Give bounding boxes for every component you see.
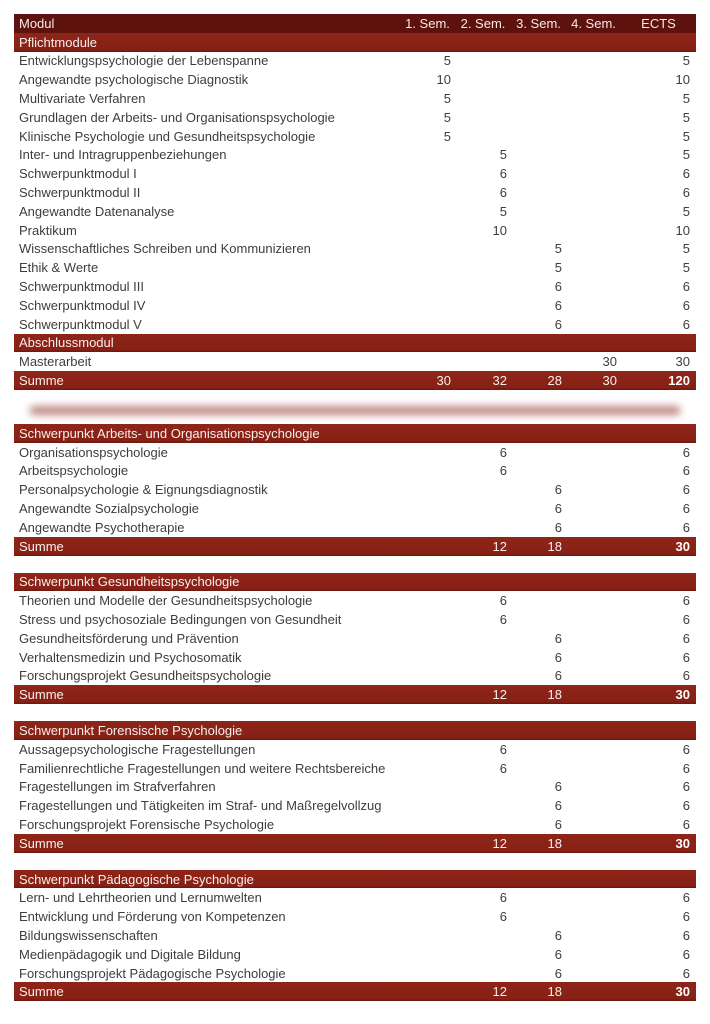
summary-value: 30 — [675, 984, 690, 1000]
module-row — [14, 815, 696, 834]
module-value: 5 — [554, 241, 562, 257]
module-row — [14, 964, 696, 983]
module-value: 5 — [682, 241, 690, 257]
summary-value: 30 — [436, 373, 451, 389]
summary-value: 18 — [547, 538, 562, 554]
module-row — [14, 183, 696, 202]
module-value: 5 — [443, 109, 451, 125]
module-value: 6 — [682, 816, 690, 832]
curriculum-tables — [14, 14, 696, 1001]
module-value: 6 — [554, 279, 562, 295]
module-value: 6 — [499, 593, 507, 609]
module-value: 5 — [443, 53, 451, 69]
module-value: 6 — [682, 316, 690, 332]
section-title: Schwerpunkt Pädagogische Psychologie — [19, 871, 254, 887]
summary-value: 18 — [547, 984, 562, 1000]
summary-row — [14, 685, 696, 704]
module-row — [14, 443, 696, 462]
module-value: 5 — [682, 260, 690, 276]
module-value: 6 — [499, 444, 507, 460]
module-value: 6 — [682, 593, 690, 609]
module-name: Schwerpunktmodul III — [19, 279, 145, 295]
module-value: 5 — [499, 147, 507, 163]
module-row — [14, 52, 696, 71]
module-row — [14, 518, 696, 537]
module-row — [14, 164, 696, 183]
module-value: 5 — [682, 53, 690, 69]
module-name: Wissenschaftliches Schreiben und Kommunizieren — [19, 241, 311, 257]
module-value: 5 — [443, 128, 451, 144]
module-row — [14, 277, 696, 296]
module-value: 6 — [499, 185, 507, 201]
module-name: Fragestellungen und Tätigkeiten im Straf- und Maßregelvollzug — [19, 798, 382, 814]
module-name: Aussagepsychologische Fragestellungen — [19, 741, 256, 757]
module-value: 6 — [682, 965, 690, 981]
summary-value: 12 — [492, 687, 507, 703]
module-value: 6 — [554, 779, 562, 795]
module-value: 30 — [675, 354, 690, 370]
module-value: 6 — [682, 185, 690, 201]
module-name: Klinische Psychologie und Gesundheitspsychologie — [19, 128, 316, 144]
module-value: 6 — [682, 946, 690, 962]
module-value: 6 — [554, 297, 562, 313]
summary-value: 32 — [492, 373, 507, 389]
module-name: Fragestellungen im Strafverfahren — [19, 779, 216, 795]
module-row — [14, 108, 696, 127]
column-header: 3. Sem. — [516, 15, 561, 31]
summary-label: Summe — [19, 373, 64, 389]
summary-value: 28 — [547, 373, 562, 389]
module-name: Entwicklungspsychologie der Lebenspanne — [19, 53, 269, 69]
module-value: 6 — [554, 965, 562, 981]
module-value: 6 — [499, 760, 507, 776]
module-row — [14, 480, 696, 499]
module-value: 5 — [443, 91, 451, 107]
module-value: 6 — [682, 612, 690, 627]
summary-label: Summe — [19, 984, 64, 1000]
module-name: Grundlagen der Arbeits- und Organisationspsychologie — [19, 109, 335, 125]
column-header: 2. Sem. — [460, 15, 506, 31]
module-name: Angewandte Psychotherapie — [19, 519, 185, 535]
module-name: Angewandte psychologische Diagnostik — [19, 72, 249, 88]
module-name: Schwerpunktmodul II — [19, 185, 141, 201]
module-name: Angewandte Sozialpsychologie — [19, 501, 199, 517]
table-0 — [14, 14, 696, 390]
summary-label: Summe — [19, 538, 64, 554]
module-value: 6 — [554, 519, 562, 535]
module-value: 6 — [682, 741, 690, 757]
module-value: 6 — [499, 463, 507, 479]
module-name: Angewandte Datenanalyse — [19, 203, 175, 219]
module-name: Bildungswissenschaften — [19, 927, 158, 943]
module-row — [14, 315, 696, 334]
module-value: 6 — [682, 649, 690, 665]
module-value: 6 — [682, 166, 690, 182]
section-title: Schwerpunkt Gesundheitspsychologie — [19, 574, 240, 590]
module-value: 6 — [554, 630, 562, 646]
module-name: Ethik & Werte — [19, 260, 99, 276]
module-value: 5 — [682, 91, 690, 107]
module-value: 6 — [499, 909, 507, 925]
module-value: 6 — [682, 779, 690, 795]
module-row — [14, 462, 696, 481]
module-value: 6 — [682, 668, 690, 684]
summary-value: 30 — [675, 835, 690, 851]
module-value: 6 — [499, 890, 507, 906]
module-row — [14, 146, 696, 165]
module-value: 5 — [682, 203, 690, 219]
module-value: 6 — [554, 927, 562, 943]
summary-value: 18 — [547, 835, 562, 851]
module-value: 6 — [499, 166, 507, 182]
module-row — [14, 296, 696, 315]
section-header-row — [14, 33, 696, 52]
module-name: Verhaltensmedizin und Psychosomatik — [19, 649, 242, 665]
module-value: 6 — [554, 482, 562, 498]
summary-label: Summe — [19, 835, 64, 851]
module-value: 6 — [499, 741, 507, 757]
module-row — [14, 759, 696, 778]
module-row — [14, 926, 696, 945]
module-value: 6 — [554, 668, 562, 684]
module-row — [14, 221, 696, 240]
summary-value: 120 — [668, 373, 690, 389]
module-name: Schwerpunktmodul I — [19, 166, 137, 182]
summary-row — [14, 982, 696, 1001]
module-value: 6 — [682, 279, 690, 295]
module-row — [14, 258, 696, 277]
module-row — [14, 240, 696, 259]
module-row — [14, 610, 696, 629]
module-value: 10 — [675, 222, 690, 238]
module-value: 6 — [682, 501, 690, 517]
module-value: 6 — [682, 519, 690, 535]
module-row — [14, 352, 696, 371]
module-value: 6 — [554, 501, 562, 517]
column-header: 1. Sem. — [405, 15, 450, 31]
module-value: 6 — [682, 909, 690, 925]
section-header-row — [14, 334, 696, 353]
table-1 — [14, 424, 696, 556]
summary-value: 18 — [547, 687, 562, 703]
column-header: ECTS — [641, 15, 676, 31]
summary-value: 12 — [492, 538, 507, 554]
module-name: Familienrechtliche Fragestellungen und weitere Rechtsbereiche — [19, 760, 386, 776]
module-row — [14, 667, 696, 686]
module-row — [14, 127, 696, 146]
module-value: 6 — [682, 760, 690, 776]
module-name: Schwerpunktmodul V — [19, 316, 142, 332]
module-row — [14, 907, 696, 926]
section-header-row — [14, 721, 696, 740]
module-name: Forschungsprojekt Pädagogische Psychologie — [19, 965, 286, 981]
section-title: Schwerpunkt Arbeits- und Organisationspsychologie — [19, 425, 320, 441]
module-value: 6 — [554, 816, 562, 832]
module-value: 5 — [499, 203, 507, 219]
module-value: 5 — [682, 128, 690, 144]
section-title: Pflichtmodule — [19, 34, 98, 50]
module-value: 6 — [554, 649, 562, 665]
module-name: Theorien und Modelle der Gesundheitspsychologie — [19, 593, 313, 609]
module-name: Inter- und Intragruppenbeziehungen — [19, 147, 227, 163]
summary-row — [14, 371, 696, 390]
module-row — [14, 740, 696, 759]
column-header-row — [14, 14, 696, 33]
module-value: 10 — [436, 72, 451, 88]
module-row — [14, 629, 696, 648]
module-row — [14, 796, 696, 815]
module-value: 10 — [675, 72, 690, 88]
module-row — [14, 89, 696, 108]
module-value: 6 — [682, 482, 690, 498]
module-name: Personalpsychologie & Eignungsdiagnostik — [19, 482, 268, 498]
module-value: 5 — [682, 109, 690, 125]
summary-value: 12 — [492, 835, 507, 851]
module-row — [14, 888, 696, 907]
summary-value: 30 — [675, 687, 690, 703]
column-header: Modul — [19, 15, 55, 31]
module-name: Organisationspsychologie — [19, 444, 168, 460]
module-name: Schwerpunktmodul IV — [19, 297, 146, 313]
section-header-row — [14, 870, 696, 889]
summary-row — [14, 537, 696, 556]
section-title: Abschlussmodul — [19, 335, 114, 351]
module-value: 10 — [492, 222, 507, 238]
module-value: 6 — [499, 612, 507, 627]
module-name: Arbeitspsychologie — [19, 463, 129, 479]
module-value: 6 — [682, 297, 690, 313]
module-name: Forschungsprojekt Gesundheitspsychologie — [19, 668, 272, 684]
module-name: Praktikum — [19, 222, 77, 238]
module-value: 6 — [682, 444, 690, 460]
section-title: Schwerpunkt Forensische Psychologie — [19, 722, 243, 738]
module-value: 5 — [682, 147, 690, 163]
module-value: 6 — [554, 316, 562, 332]
summary-value: 30 — [602, 373, 617, 389]
module-name: Entwicklung und Förderung von Kompetenzen — [19, 909, 286, 925]
module-row — [14, 648, 696, 667]
module-value: 6 — [682, 798, 690, 814]
section-header-row — [14, 424, 696, 443]
summary-row — [14, 834, 696, 853]
module-row — [14, 499, 696, 518]
module-name: Gesundheitsförderung und Prävention — [19, 630, 239, 646]
module-value: 6 — [554, 946, 562, 962]
module-name: Masterarbeit — [19, 354, 92, 370]
module-value: 6 — [682, 463, 690, 479]
module-value: 6 — [682, 927, 690, 943]
table-3 — [14, 721, 696, 853]
module-value: 6 — [554, 798, 562, 814]
column-header: 4. Sem. — [571, 15, 616, 31]
blurred-band — [30, 406, 680, 415]
table-2 — [14, 573, 696, 705]
module-value: 30 — [602, 354, 617, 370]
module-value: 5 — [554, 260, 562, 276]
module-name: Forschungsprojekt Forensische Psychologie — [19, 816, 275, 832]
summary-value: 12 — [492, 984, 507, 1000]
module-name: Stress und psychosoziale Bedingungen von Gesundheit — [19, 612, 342, 627]
module-row — [14, 70, 696, 89]
module-row — [14, 591, 696, 610]
module-value: 6 — [682, 890, 690, 906]
table-4 — [14, 870, 696, 1002]
module-name: Medienpädagogik und Digitale Bildung — [19, 946, 241, 962]
module-value: 6 — [682, 630, 690, 646]
section-header-row — [14, 573, 696, 592]
module-row — [14, 945, 696, 964]
module-name: Multivariate Verfahren — [19, 91, 146, 107]
module-row — [14, 202, 696, 221]
module-row — [14, 777, 696, 796]
module-name: Lern- und Lehrtheorien und Lernumwelten — [19, 890, 262, 906]
summary-value: 30 — [675, 538, 690, 554]
summary-label: Summe — [19, 687, 64, 703]
